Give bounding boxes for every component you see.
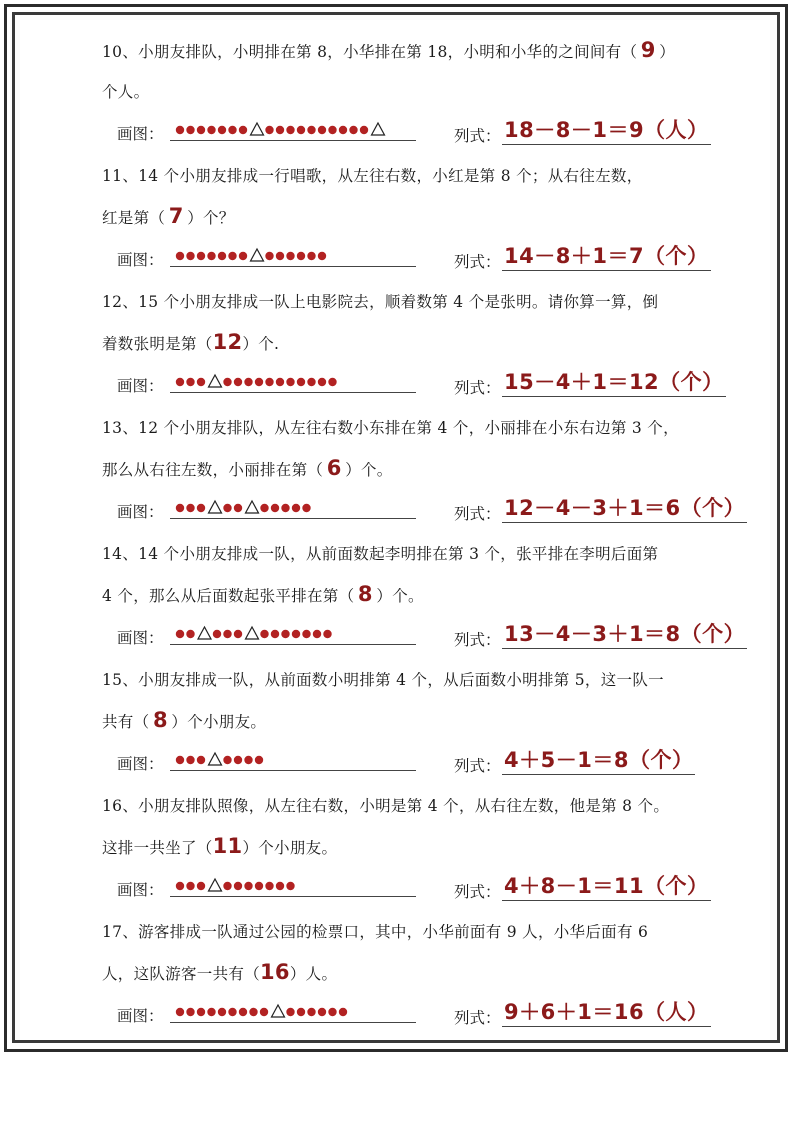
question-line xyxy=(102,660,752,700)
drawing-line xyxy=(170,494,416,519)
question-text: ）个小朋友。 xyxy=(171,713,267,731)
person-dot xyxy=(286,126,294,134)
question-text: ）个？ xyxy=(187,209,235,227)
draw-label: 画图： xyxy=(117,881,164,899)
person-dot xyxy=(186,1008,194,1016)
person-dot xyxy=(176,630,184,638)
question-text: ）个。 xyxy=(345,461,393,479)
drawing-line xyxy=(170,242,416,267)
person-dot xyxy=(302,504,310,512)
question-text: ）个小朋友。 xyxy=(242,839,338,857)
answer-blank: 8 xyxy=(152,708,168,732)
question-text: 13、12 个小朋友排队，从左往右数小东排在第 4 个，小丽排在小东右边第 3 个， xyxy=(102,419,679,437)
problem-15 xyxy=(102,660,752,786)
work-row xyxy=(102,238,752,282)
person-dot xyxy=(228,126,236,134)
person-dot xyxy=(281,504,289,512)
worksheet xyxy=(102,30,752,1038)
draw-label: 画图： xyxy=(117,1007,164,1025)
person-dot xyxy=(313,630,321,638)
drawing-figures xyxy=(172,751,416,769)
work-row xyxy=(102,490,752,534)
person-dot xyxy=(197,882,205,890)
question-line xyxy=(102,912,752,952)
person-dot xyxy=(239,252,247,260)
draw-label: 画图： xyxy=(117,125,164,143)
person-dot xyxy=(213,630,221,638)
drawing-line xyxy=(170,116,416,141)
question-text: ） xyxy=(659,43,676,61)
question-line xyxy=(102,408,752,448)
person-dot xyxy=(186,378,194,386)
question-line xyxy=(102,448,752,490)
person-dot xyxy=(307,1008,315,1016)
person-dot xyxy=(176,882,184,890)
person-dot xyxy=(249,1008,257,1016)
question-text: 4 个，那么从后面数起张平排在第（ xyxy=(102,587,355,605)
problem-10 xyxy=(102,30,752,156)
problem-14 xyxy=(102,534,752,660)
work-row xyxy=(102,742,752,786)
person-dot xyxy=(297,378,305,386)
formula-answer: 15－4＋1＝12（个） xyxy=(502,366,726,397)
formula-label: 列式： xyxy=(454,1009,501,1027)
person-dot xyxy=(223,882,231,890)
person-dot xyxy=(218,1008,226,1016)
draw-label: 画图： xyxy=(117,377,164,395)
person-dot xyxy=(186,756,194,764)
formula-answer: 4＋5－1＝8（个） xyxy=(502,744,695,775)
person-dot xyxy=(318,378,326,386)
question-text: 16、小朋友排队照像，从左往右数，小明是第 4 个，从右往左数，他是第 8 个。 xyxy=(102,797,670,815)
problem-17 xyxy=(102,912,752,1038)
person-dot xyxy=(286,882,294,890)
person-dot xyxy=(297,252,305,260)
drawing-figures xyxy=(172,1003,416,1021)
person-dot xyxy=(186,630,194,638)
question-text: 着数张明是第（ xyxy=(102,335,213,353)
draw-label: 画图： xyxy=(117,251,164,269)
question-text: 10、小朋友排队，小明排在第 8，小华排在第 18，小明和小华的之间间有（ xyxy=(102,43,638,61)
question-line xyxy=(102,72,752,112)
question-text: 红是第（ xyxy=(102,209,166,227)
question-text: 共有（ xyxy=(102,713,150,731)
work-row xyxy=(102,112,752,156)
person-dot xyxy=(360,126,368,134)
question-text: 17、游客排成一队通过公园的检票口，其中，小华前面有 9 人，小华后面有 6 xyxy=(102,923,649,941)
question-line xyxy=(102,322,752,364)
person-dot xyxy=(276,126,284,134)
answer-blank: 8 xyxy=(357,582,373,606)
person-dot xyxy=(286,378,294,386)
drawing-line xyxy=(170,746,416,771)
question-text: ）个. xyxy=(242,335,280,353)
person-dot xyxy=(265,252,273,260)
person-dot xyxy=(244,882,252,890)
formula-label: 列式： xyxy=(454,631,501,649)
person-dot xyxy=(307,378,315,386)
draw-label: 画图： xyxy=(117,629,164,647)
formula-answer: 18－8－1＝9（人） xyxy=(502,114,711,145)
person-dot xyxy=(197,252,205,260)
answer-blank: 9 xyxy=(640,38,656,62)
person-dot xyxy=(218,126,226,134)
person-dot xyxy=(292,630,300,638)
person-dot xyxy=(297,1008,305,1016)
target-triangle xyxy=(372,123,385,135)
problem-11 xyxy=(102,156,752,282)
person-dot xyxy=(207,1008,215,1016)
person-dot xyxy=(265,882,273,890)
person-dot xyxy=(260,504,268,512)
work-row xyxy=(102,868,752,912)
drawing-line xyxy=(170,620,416,645)
question-line xyxy=(102,534,752,574)
person-dot xyxy=(292,504,300,512)
person-dot xyxy=(176,1008,184,1016)
person-dot xyxy=(286,252,294,260)
person-dot xyxy=(328,1008,336,1016)
person-dot xyxy=(281,630,289,638)
answer-blank: 7 xyxy=(168,204,184,228)
person-dot xyxy=(197,504,205,512)
person-dot xyxy=(265,378,273,386)
person-dot xyxy=(349,126,357,134)
person-dot xyxy=(244,756,252,764)
target-triangle xyxy=(246,627,259,639)
person-dot xyxy=(234,504,242,512)
problem-16 xyxy=(102,786,752,912)
question-line xyxy=(102,156,752,196)
question-text: 这排一共坐了（ xyxy=(102,839,213,857)
person-dot xyxy=(244,378,252,386)
drawing-figures xyxy=(172,499,416,517)
person-dot xyxy=(328,378,336,386)
person-dot xyxy=(276,882,284,890)
person-dot xyxy=(339,126,347,134)
question-text: 那么从右往左数，小丽排在第（ xyxy=(102,461,324,479)
person-dot xyxy=(223,630,231,638)
formula-label: 列式： xyxy=(454,253,501,271)
drawing-figures xyxy=(172,373,416,391)
question-line xyxy=(102,952,752,994)
target-triangle xyxy=(209,753,222,765)
person-dot xyxy=(339,1008,347,1016)
person-dot xyxy=(255,882,263,890)
question-text: ）个。 xyxy=(376,587,424,605)
target-triangle xyxy=(209,501,222,513)
person-dot xyxy=(186,882,194,890)
target-triangle xyxy=(272,1005,285,1017)
draw-label: 画图： xyxy=(117,755,164,773)
person-dot xyxy=(228,252,236,260)
person-dot xyxy=(297,126,305,134)
person-dot xyxy=(276,252,284,260)
question-text: 12、15 个小朋友排成一队上电影院去，顺着数第 4 个是张明。请你算一算，倒 xyxy=(102,293,659,311)
drawing-line xyxy=(170,998,416,1023)
person-dot xyxy=(239,1008,247,1016)
drawing-line xyxy=(170,872,416,897)
question-line xyxy=(102,826,752,868)
person-dot xyxy=(323,630,331,638)
person-dot xyxy=(186,504,194,512)
formula-label: 列式： xyxy=(454,379,501,397)
question-line xyxy=(102,574,752,616)
formula-answer: 14－8＋1＝7（个） xyxy=(502,240,711,271)
person-dot xyxy=(218,252,226,260)
person-dot xyxy=(276,378,284,386)
person-dot xyxy=(186,252,194,260)
drawing-figures xyxy=(172,877,416,895)
answer-blank: 6 xyxy=(326,456,342,480)
person-dot xyxy=(197,126,205,134)
person-dot xyxy=(260,1008,268,1016)
person-dot xyxy=(318,1008,326,1016)
person-dot xyxy=(207,252,215,260)
person-dot xyxy=(318,126,326,134)
drawing-figures xyxy=(172,247,416,265)
target-triangle xyxy=(209,879,222,891)
problem-13 xyxy=(102,408,752,534)
person-dot xyxy=(234,378,242,386)
person-dot xyxy=(176,378,184,386)
formula-answer: 12－4－3＋1＝6（个） xyxy=(502,492,747,523)
person-dot xyxy=(176,126,184,134)
person-dot xyxy=(234,630,242,638)
question-text: 11、14 个小朋友排成一行唱歌，从左往右数，小红是第 8 个；从右往左数， xyxy=(102,167,643,185)
question-line xyxy=(102,30,752,72)
person-dot xyxy=(234,882,242,890)
question-text: ）人。 xyxy=(289,965,338,983)
formula-label: 列式： xyxy=(454,883,501,901)
formula-answer: 9＋6＋1＝16（人） xyxy=(502,996,711,1027)
person-dot xyxy=(328,126,336,134)
work-row xyxy=(102,616,752,660)
person-dot xyxy=(176,756,184,764)
question-line xyxy=(102,282,752,322)
work-row xyxy=(102,364,752,408)
person-dot xyxy=(302,630,310,638)
person-dot xyxy=(255,378,263,386)
person-dot xyxy=(234,756,242,764)
answer-blank: 11 xyxy=(212,834,243,858)
target-triangle xyxy=(246,501,259,513)
person-dot xyxy=(307,252,315,260)
work-row xyxy=(102,994,752,1038)
formula-label: 列式： xyxy=(454,127,501,145)
formula-answer: 13－4－3＋1＝8（个） xyxy=(502,618,747,649)
question-line xyxy=(102,700,752,742)
person-dot xyxy=(286,1008,294,1016)
person-dot xyxy=(271,504,279,512)
target-triangle xyxy=(209,375,222,387)
person-dot xyxy=(197,1008,205,1016)
person-dot xyxy=(176,252,184,260)
person-dot xyxy=(271,630,279,638)
formula-label: 列式： xyxy=(454,757,501,775)
person-dot xyxy=(223,378,231,386)
person-dot xyxy=(318,252,326,260)
target-triangle xyxy=(251,249,264,261)
person-dot xyxy=(186,126,194,134)
formula-answer: 4＋8－1＝11（个） xyxy=(502,870,711,901)
question-text: 15、小朋友排成一队，从前面数小明排第 4 个，从后面数小明排第 5，这一队一 xyxy=(102,671,664,689)
draw-label: 画图： xyxy=(117,503,164,521)
person-dot xyxy=(223,756,231,764)
target-triangle xyxy=(251,123,264,135)
question-line xyxy=(102,786,752,826)
question-text: 人，这队游客一共有（ xyxy=(102,965,261,983)
answer-blank: 12 xyxy=(212,330,243,354)
person-dot xyxy=(197,378,205,386)
question-text: 14、14 个小朋友排成一队，从前面数起李明排在第 3 个，张平排在李明后面第 xyxy=(102,545,659,563)
question-text: 个人。 xyxy=(102,83,150,101)
person-dot xyxy=(197,756,205,764)
formula-label: 列式： xyxy=(454,505,501,523)
drawing-line xyxy=(170,368,416,393)
question-line xyxy=(102,196,752,238)
person-dot xyxy=(207,126,215,134)
person-dot xyxy=(307,126,315,134)
person-dot xyxy=(176,504,184,512)
person-dot xyxy=(265,126,273,134)
person-dot xyxy=(223,504,231,512)
answer-blank: 16 xyxy=(260,960,290,984)
target-triangle xyxy=(198,627,211,639)
drawing-figures xyxy=(172,625,416,643)
problem-12 xyxy=(102,282,752,408)
person-dot xyxy=(228,1008,236,1016)
person-dot xyxy=(260,630,268,638)
person-dot xyxy=(255,756,263,764)
person-dot xyxy=(239,126,247,134)
drawing-figures xyxy=(172,121,416,139)
